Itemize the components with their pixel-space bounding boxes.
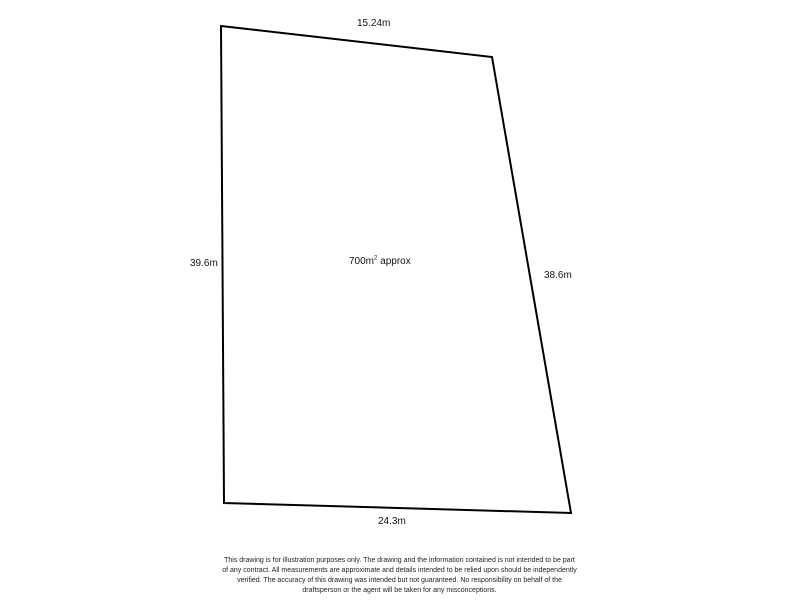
disclaimer-text: This drawing is for illustration purposes only. The drawing and the information contained is not intended to be part of any contract. All measurements are approximate and details intended to be relied upon should be independently verified. The accuracy of this drawing was intended but not guaranteed. No responsibility on behalf of the draftsperson or the agent will be taken for any misconceptions. (222, 557, 577, 594)
area-value: 700m (349, 256, 375, 267)
dimension-left-label: 39.6m (190, 258, 218, 269)
area-suffix: approx (377, 256, 411, 267)
area-label (349, 256, 411, 268)
area-unit-superscript: 2 (374, 255, 378, 262)
dimension-right-label: 38.6m (544, 270, 572, 281)
dimension-top-label: 15.24m (357, 18, 391, 29)
dimension-bottom-label: 24.3m (378, 516, 406, 527)
lot-boundary (221, 26, 571, 513)
